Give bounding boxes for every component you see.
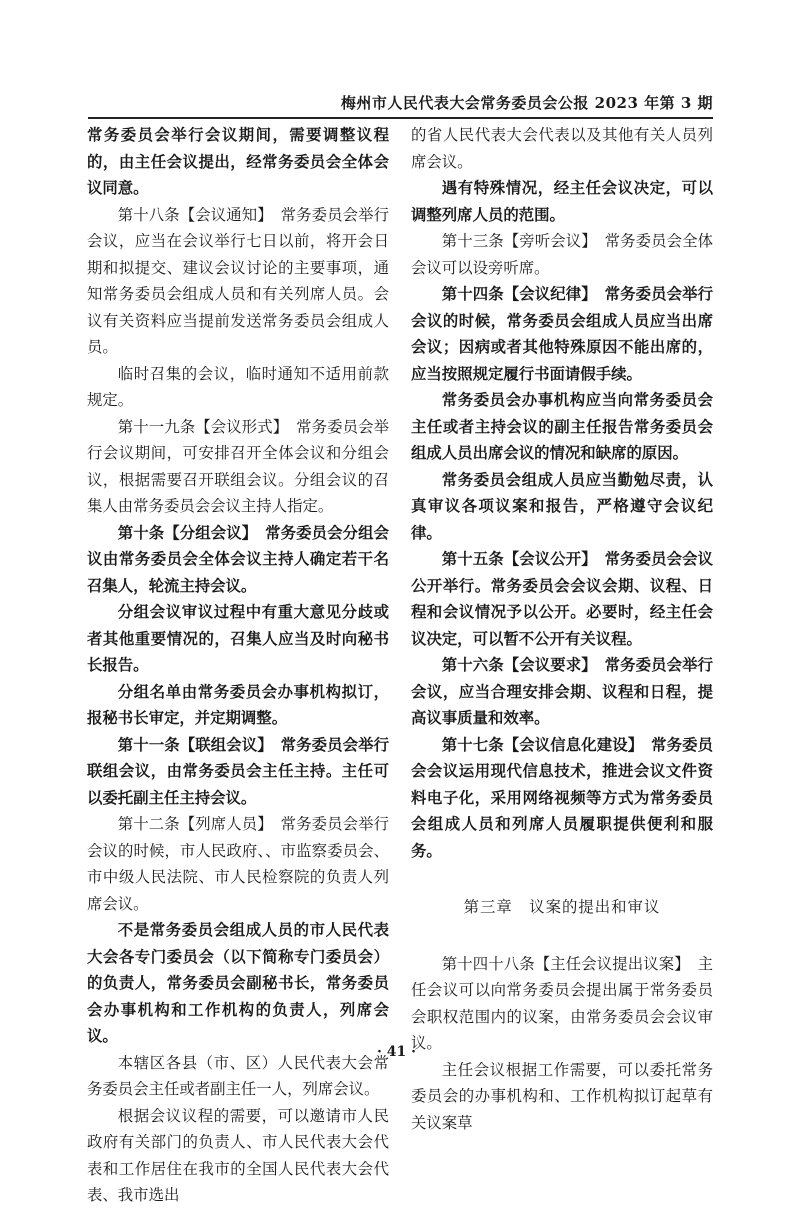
article-12-attendees: 第十二条【列席人员】 常务委员会举行会议的时候，市人民政府、、市监察委员会、市中级人民法院、市人民检察院的负责人列席会议。 [87,815,389,913]
paragraph: 不是常务委员会组成人员的市人民代表大会各专门委员会（以下简称专门委员会）的负责人，常务委员会副秘书长，常务委员会办事机构和工作机构的负责人，列席会议。 [87,921,389,1045]
article-13-observers: 第十三条【旁听会议】 常务委员会全体会议可以设旁听席。 [411,232,713,277]
paragraph: 根据会议议程的需要，可以邀请市人民政府有关部门的负责人、市人民代表大会代表和工作居住在我市的全国人民代表大会代表、我市选出 [87,1106,389,1204]
paragraph: 本辖区各县（市、区）人民代表大会常务委员会主任或者副主任一人，列席会议。 [87,1053,389,1098]
paragraph: 常务委员会办事机构应当向常务委员会主任或者主持会议的副主任报告常务委员会组成人员出席会议的情况和缺席的原因。 [411,391,713,462]
chapter-heading: 第三章 议案的提出和审议 [463,898,661,916]
article-16-requirements: 第十六条【会议要求】 常务委员会举行会议，应当合理安排会期、议程和日程，提高议事质量和效率。 [411,656,713,727]
article-15-openness: 第十五条【会议公开】 常务委员会会议公开举行。常务委员会会议会期、议程、日程和会议情况予以公开。必要时，经主任会议决定，可以暂不公开有关议程。 [411,550,713,648]
article-18-notice: 第十八条【会议通知】 常务委员会举行会议，应当在会议举行七日以前，将开会日期和拟提交、建议会议讨论的主要事项，通知常务委员会组成人员和有关列席人员。会议有关资料应当提前发送常务委员会组成人员。 [87,205,389,356]
article-18-chair-proposal: 第十四十八条【主任会议提出议案】 主任会议可以向常务委员会提出属于常务委员会职权范围内的议案，由常务委员会会议审议。 [411,954,713,1052]
paragraph: 分组会议审议过程中有重大意见分歧或者其他重要情况的，召集人应当及时向秘书长报告。 [87,603,389,674]
article-17-informatization: 第十七条【会议信息化建设】 常务委员会会议运用现代信息技术，推进会议文件资料电子化，采用网络视频等方式为常务委员会组成人员和列席人员履职提供便利和服务。 [411,735,713,860]
journal-header: 梅州市人民代表大会常务委员会公报 2023 年第 3 期 [340,94,713,112]
paragraph: 常务委员会组成人员应当勤勉尽责，认真审议各项议案和报告，严格遵守会议纪律。 [411,470,713,542]
header-rule [88,117,713,119]
article-14-discipline: 第十四条【会议纪律】 常务委员会举行会议的时候，常务委员会组成人员应当出席会议；因病或者其他特殊原因不能出席的，应当按照规定履行书面请假手续。 [411,285,713,383]
article-19-meeting-form: 第十一九条【会议形式】 常务委员会举行会议期间，可安排召开全体会议和分组会议，根据需要召开联组会议。分组会议的召集人由常务委员会会议主持人指定。 [87,417,389,515]
paragraph: 分组名单由常务委员会办事机构拟订，报秘书长审定，并定期调整。 [87,682,389,727]
page-number: · 41 · [377,1044,416,1060]
paragraph: 常务委员会举行会议期间，需要调整议程的，由主任会议提出，经常务委员会全体会议同意。 [87,126,389,197]
paragraph: 主任会议根据工作需要，可以委托常务委员会的办事机构和、工作机构拟订起草有关议案草 [411,1060,713,1132]
article-10-group-meeting: 第十条【分组会议】 常务委员会分组会议由常务委员会全体会议主持人确定若干名召集人，轮流主持会议。 [87,523,389,595]
paragraph: 临时召集的会议，临时通知不适用前款规定。 [87,364,389,409]
paragraph: 的省人民代表大会代表以及其他有关人员列席会议。 [411,126,713,171]
paragraph: 遇有特殊情况，经主任会议决定，可以调整列席人员的范围。 [411,179,713,224]
article-11-joint-meeting: 第十一条【联组会议】 常务委员会举行联组会议，由常务委员会主任主持。主任可以委托副主任主持会议。 [87,735,389,807]
right-column [411,122,713,1136]
